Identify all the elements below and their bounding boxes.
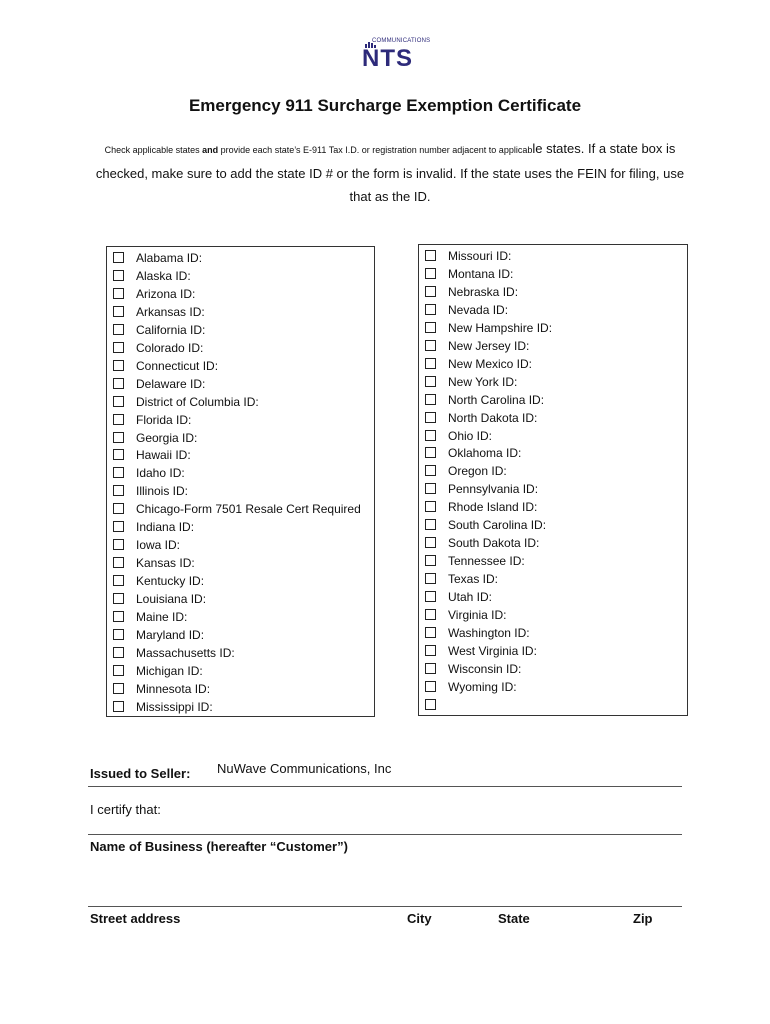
state-checkbox[interactable] — [113, 683, 124, 694]
certify-underline — [88, 834, 682, 835]
state-checkbox[interactable] — [425, 555, 436, 566]
state-label: Delaware ID: — [136, 376, 206, 391]
state-label: Rhode Island ID: — [448, 500, 538, 515]
instructions-part-4: le states. If a state box is checked, make sure to add the state ID # or the form is invalid. If the state uses the FEIN for filing, use that as the ID. — [95, 141, 685, 204]
state-label: Oklahoma ID: — [448, 446, 522, 461]
state-label: Idaho ID: — [136, 466, 185, 481]
state-checkbox[interactable] — [425, 412, 436, 423]
state-label: Massachusetts ID: — [136, 645, 235, 660]
state-label: Texas ID: — [448, 572, 499, 587]
state-label: Alabama ID: — [136, 251, 203, 265]
state-checkbox[interactable] — [113, 665, 124, 676]
state-label: Ohio ID: — [448, 428, 493, 443]
state-label: Wisconsin ID: — [448, 661, 522, 676]
state-checkbox[interactable] — [425, 627, 436, 638]
state-checkbox[interactable] — [113, 557, 124, 568]
state-label: Washington ID: — [448, 625, 530, 640]
state-checkbox[interactable] — [113, 414, 124, 425]
state-checkbox[interactable] — [425, 699, 436, 710]
state-checkbox[interactable] — [425, 268, 436, 279]
state-checkbox[interactable] — [425, 591, 436, 602]
state-label: South Carolina ID: — [448, 518, 547, 533]
state-label: Wyoming ID: — [448, 679, 517, 694]
state-checkbox[interactable] — [113, 270, 124, 281]
state-checkbox[interactable] — [113, 539, 124, 550]
state-checkbox[interactable] — [113, 647, 124, 658]
state-label: Louisiana ID: — [136, 592, 207, 607]
certify-text: I certify that: — [90, 802, 161, 817]
state-checkbox[interactable] — [113, 629, 124, 640]
state-checkbox[interactable] — [425, 573, 436, 584]
state-checkbox[interactable] — [113, 360, 124, 371]
state-checkbox[interactable] — [425, 376, 436, 387]
state-checkbox[interactable] — [425, 358, 436, 369]
state-checkbox[interactable] — [425, 304, 436, 315]
business-name-label: Name of Business (hereafter “Customer”) — [90, 839, 348, 854]
state-checkbox[interactable] — [425, 340, 436, 351]
state-label: Colorado ID: — [136, 340, 204, 355]
zip-label: Zip — [633, 911, 653, 926]
page-title: Emergency 911 Surcharge Exemption Certificate — [188, 96, 582, 115]
instructions-text — [90, 137, 690, 208]
seller-label: Issued to Seller: — [90, 766, 191, 781]
logo-text: NTS — [362, 45, 413, 72]
street-address-label: Street address — [90, 911, 181, 926]
state-label: Georgia ID: — [136, 430, 198, 445]
state-checkbox[interactable] — [113, 324, 124, 335]
state-label: Arkansas ID: — [136, 304, 205, 319]
state-label: Iowa ID: — [136, 538, 181, 553]
state-label: Mississippi ID: — [136, 699, 213, 714]
state-label: North Dakota ID: — [448, 410, 538, 425]
state-checkbox[interactable] — [425, 430, 436, 441]
state-label: New Mexico ID: — [448, 356, 533, 371]
state-label: Minnesota ID: — [136, 681, 211, 696]
state-checkbox[interactable] — [113, 342, 124, 353]
state-checkbox[interactable] — [113, 396, 124, 407]
instructions-part-1: Check applicable states — [104, 145, 203, 155]
state-checkbox[interactable] — [113, 378, 124, 389]
state-checkbox[interactable] — [113, 611, 124, 622]
state-list-right — [418, 244, 688, 716]
state-checkbox[interactable] — [113, 503, 124, 514]
state-label: Indiana ID: — [136, 520, 195, 535]
state-checkbox[interactable] — [425, 519, 436, 530]
state-label: Connecticut ID: — [136, 358, 219, 373]
state-checkbox[interactable] — [113, 449, 124, 460]
state-label: Hawaii ID: — [136, 448, 191, 463]
state-checkbox[interactable] — [113, 701, 124, 712]
state-checkbox[interactable] — [113, 485, 124, 496]
state-label: West Virginia ID: — [448, 643, 537, 658]
state-checkbox[interactable] — [425, 322, 436, 333]
state-checkbox[interactable] — [425, 447, 436, 458]
state-label: Illinois ID: — [136, 484, 189, 499]
state-checkbox[interactable] — [425, 609, 436, 620]
state-label: Kansas ID: — [136, 556, 195, 571]
state-checkbox[interactable] — [113, 593, 124, 604]
state-checkbox[interactable] — [425, 483, 436, 494]
state-checkbox[interactable] — [425, 250, 436, 261]
state-label: Kentucky ID: — [136, 574, 205, 589]
seller-value[interactable]: NuWave Communications, Inc — [217, 761, 392, 776]
business-name-underline — [88, 906, 682, 907]
state-label: California ID: — [136, 322, 206, 337]
state-label: Virginia ID: — [448, 608, 507, 622]
state-label: Alaska ID: — [136, 268, 191, 283]
state-checkbox[interactable] — [425, 645, 436, 656]
state-label: New York ID: — [448, 374, 518, 389]
state-label: District of Columbia ID: — [136, 394, 259, 409]
state-checkbox[interactable] — [425, 537, 436, 548]
state-checkbox[interactable] — [113, 467, 124, 478]
state-label: Maryland ID: — [136, 627, 205, 642]
instructions-part-2: and — [202, 145, 219, 155]
state-label: Montana ID: — [448, 266, 514, 281]
state-label: Tennessee ID: — [448, 554, 525, 569]
state-checkbox[interactable] — [113, 432, 124, 443]
state-list-left — [106, 246, 375, 717]
state-label: South Dakota ID: — [448, 536, 540, 551]
state-checkbox[interactable] — [113, 288, 124, 299]
state-label: New Hampshire ID: — [448, 320, 553, 335]
company-logo — [352, 38, 432, 78]
state-checkbox[interactable] — [113, 306, 124, 317]
instructions-part-3: provide each state’s E-911 Tax I.D. or registration number adjacent to applicab — [218, 145, 533, 155]
seller-underline — [88, 786, 682, 787]
state-checkbox[interactable] — [113, 252, 124, 263]
state-label: Nebraska ID: — [448, 284, 519, 299]
state-label: State — [498, 911, 530, 926]
state-label: Utah ID: — [448, 590, 493, 605]
state-label: Missouri ID: — [448, 249, 512, 263]
state-label: Michigan ID: — [136, 663, 203, 678]
state-checkbox[interactable] — [425, 465, 436, 476]
state-label: Oregon ID: — [448, 464, 507, 479]
state-label: New Jersey ID: — [448, 338, 530, 353]
city-label: City — [407, 911, 432, 926]
state-label: Pennsylvania ID: — [448, 482, 539, 497]
state-label: Arizona ID: — [136, 286, 196, 301]
state-label: Nevada ID: — [448, 302, 509, 317]
state-checkbox[interactable] — [113, 521, 124, 532]
state-label: North Carolina ID: — [448, 392, 545, 407]
state-checkbox[interactable] — [425, 681, 436, 692]
state-checkbox[interactable] — [425, 394, 436, 405]
state-label: Florida ID: — [136, 412, 192, 427]
state-label: Maine ID: — [136, 610, 188, 624]
logo-subtext: COMMUNICATIONS — [372, 38, 431, 44]
state-checkbox[interactable] — [425, 501, 436, 512]
state-label: Chicago-Form 7501 Resale Cert Required — [136, 502, 361, 517]
state-checkbox[interactable] — [425, 286, 436, 297]
state-checkbox[interactable] — [113, 575, 124, 586]
state-checkbox[interactable] — [425, 663, 436, 674]
